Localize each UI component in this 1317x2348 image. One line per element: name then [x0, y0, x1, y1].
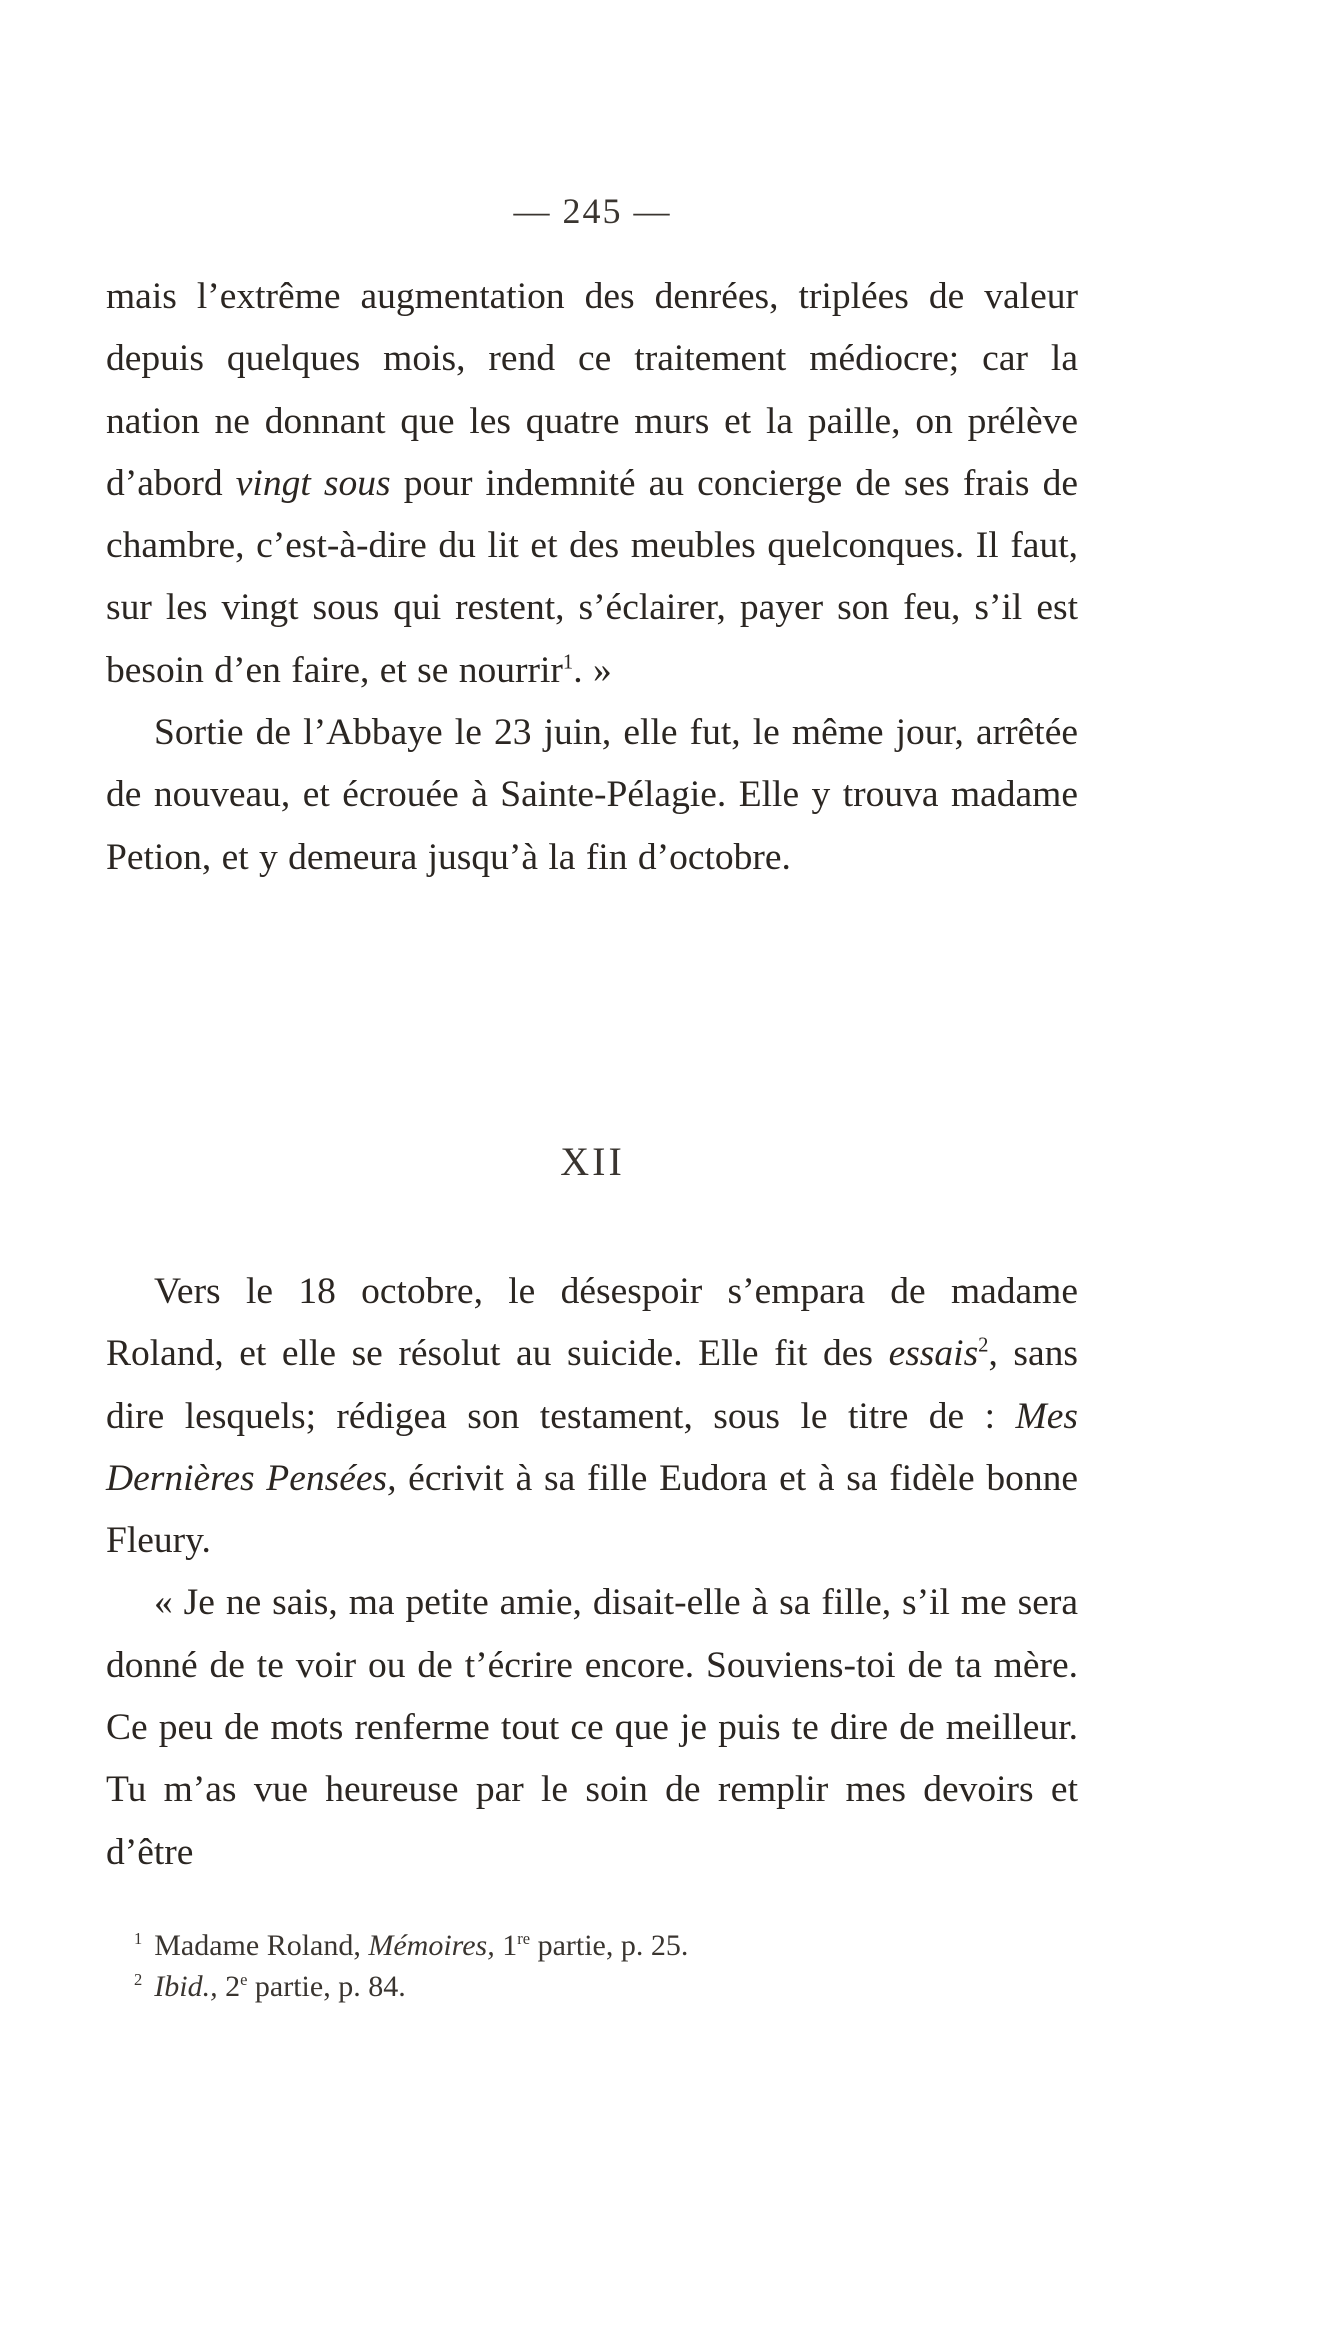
- footnote-ref-1: 1: [562, 651, 574, 674]
- footnote-mark-1: 1: [134, 1929, 143, 1948]
- emphasis-essais: essais: [888, 1333, 979, 1375]
- section-heading: XII: [560, 1139, 625, 1184]
- footnote-2: $^2$ Ibid., 2e partie, p. 84.: [134, 1970, 406, 2003]
- footnotes: [134, 1925, 1084, 2007]
- footnote-ref-2: 2: [978, 1334, 989, 1357]
- footnote-1: $^1$ Madame Roland, Mémoires, 1re partie, p. 25.: [134, 1929, 689, 1962]
- paragraph-4: « Je ne sais, ma petite amie, disait-elle à sa fille, s’il me sera donné de te voir ou de t’écrire encore. Souviens-toi de ta mère. Ce peu de mots renferme tout ce que je puis te dire de meilleur. Tu m’as vue heureuse par le soin de remplir mes devoirs et d’être: [106, 1582, 1078, 1873]
- emphasis-vingt-sous: vingt sous: [235, 462, 391, 504]
- footnote-mark-2: 2: [134, 1970, 143, 1989]
- paragraph-2: Sortie de l’Abbaye le 23 juin, elle fut, le même jour, arrêtée de nouveau, et écrouée à Sainte-Pélagie. Elle y trouva madame Petion, et y demeura jusqu’à la fin d’octobre.: [106, 712, 1078, 878]
- emphasis-title: Mes Dernières Pensées,: [106, 1395, 1078, 1499]
- paragraph-1: mais l’extrême augmentation des denrées, triplées de valeur depuis quelques mois, rend ce traitement médiocre; car la nation ne donnant que les quatre murs et la paille, on prélève d’abord vingt sous pour indemnité au concierge de ses frais de chambre, c’est-à-dire du lit et des meubles quelconques. Il faut, sur les vingt sous qui restent, s’éclairer, payer son feu, s’il est besoin d’en faire, et se nourrir$^1$. »: [106, 276, 1079, 691]
- page-number: — 245 —: [513, 191, 672, 231]
- paragraph-3: Vers le 18 octobre, le désespoir s’empara de madame Roland, et elle se résolut au suicide. Elle fit des essais$^2$, sans dire lesquels; rédigea son testament, sous le titre de : Mes Dernières Pensées, écrivit à sa fille Eudora et à sa fidèle bonne Fleury.: [106, 1271, 1078, 1562]
- text-block-bottom: [106, 1261, 1078, 1884]
- text-block-top: [106, 266, 1078, 889]
